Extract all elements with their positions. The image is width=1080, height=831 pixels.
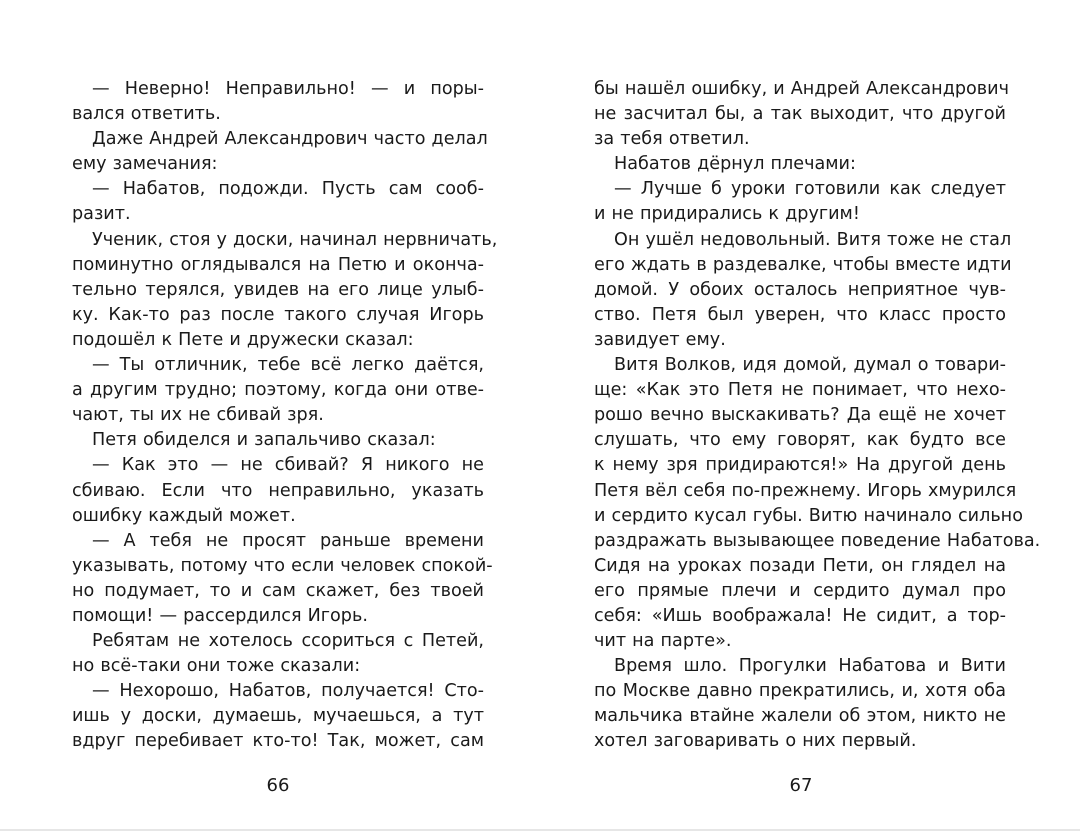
right-page-text <box>594 77 1041 755</box>
text-line: домой. У обоих осталось неприятное чув- <box>594 279 1006 300</box>
text-line: Витя Волков, идя домой, думал о товари- <box>614 355 1006 376</box>
text-line: ишь у доски, думаешь, мучаешься, а тут <box>72 706 484 727</box>
text-line: но всё-таки они тоже сказали: <box>72 656 361 677</box>
text-line: мальчика втайне жалели об этом, никто не <box>594 706 1006 727</box>
text-line: Он ушёл недовольный. Витя тоже не стал <box>614 229 1012 250</box>
text-line: раздражать вызывающее поведение Набатова. <box>594 530 1041 551</box>
text-line: Ребятам не хотелось ссориться с Петей, <box>92 631 484 652</box>
text-line: чают, ты их не сбивай зря. <box>72 405 324 426</box>
text-line: Петя обиделся и запальчиво сказал: <box>92 430 436 451</box>
text-line: подошёл к Пете и дружески сказал: <box>72 329 414 350</box>
text-line: разит. <box>72 204 131 225</box>
text-line: ошибку каждый может. <box>72 505 296 526</box>
text-line: себя: «Ишь воображала! Не сидит, а тор- <box>594 605 1006 626</box>
text-line: и не придирались к другим! <box>594 204 860 225</box>
left-page-text <box>72 77 498 755</box>
text-line: ство. Петя был уверен, что класс просто <box>594 304 1006 325</box>
text-line: не засчитал бы, а так выходит, что другой <box>594 104 1006 125</box>
page-number-right: 67 <box>789 775 813 796</box>
text-line: — Ты отличник, тебе всё легко даётся, <box>92 355 484 376</box>
right-page <box>594 77 1041 777</box>
text-line: Сидя на уроках позади Пети, он глядел на <box>594 555 1006 576</box>
text-line: — Как это — не сбивай? Я никого не <box>92 455 484 476</box>
text-line: Время шло. Прогулки Набатова и Вити <box>614 656 1006 677</box>
text-line: слушать, что ему говорят, как будто все <box>594 430 1006 451</box>
text-line: бы нашёл ошибку, и Андрей Александрович <box>594 79 1009 99</box>
text-line: — Нехорошо, Набатов, получается! Сто- <box>92 681 484 702</box>
text-line: указывать, потому что если человек спокой- <box>72 555 493 576</box>
text-line: а другим трудно; поэтому, когда они отве- <box>72 380 484 401</box>
text-line: ще: «Как это Петя не понимает, что нехо- <box>594 380 1006 401</box>
text-line: тельно терялся, увидев на его лице улыб- <box>72 279 484 300</box>
text-line: его ждать в раздевалке, чтобы вместе идти <box>594 254 1012 275</box>
text-line: за тебя ответил. <box>594 129 750 150</box>
text-line: помощи! — рассердился Игорь. <box>72 605 368 626</box>
text-line: Петя вёл себя по-прежнему. Игорь хмурился <box>594 480 1017 501</box>
text-line: поминутно оглядывался на Петю и оконча- <box>72 254 484 275</box>
text-line: ему замечания: <box>72 154 218 175</box>
text-line: чит на парте». <box>594 631 732 652</box>
page-number-left: 66 <box>266 775 290 796</box>
text-line: сбиваю. Если что неправильно, указать <box>72 480 484 501</box>
text-line: и сердито кусал губы. Витю начинало сильно <box>594 505 1023 526</box>
text-line: к нему зря придираются!» На другой день <box>594 455 1006 476</box>
text-line: Ученик, стоя у доски, начинал нервничать, <box>92 229 498 250</box>
text-line: Набатов дёрнул плечами: <box>614 154 856 175</box>
text-line: — Лучше б уроки готовили как следует <box>614 179 1006 200</box>
text-line: его прямые плечи и сердито думал про <box>594 580 1006 601</box>
text-line: ку. Как-то раз после такого случая Игорь <box>72 304 484 325</box>
text-line: — Неверно! Неправильно! — и поры- <box>92 79 484 99</box>
text-line: вдруг перебивает кто-то! Так, может, сам <box>72 731 484 752</box>
text-line: рошо вечно выскакивать? Да ещё не хочет <box>594 405 1006 426</box>
text-line: вался ответить. <box>72 104 221 125</box>
text-line: но подумает, то и сам скажет, без твоей <box>72 580 484 601</box>
text-line: хотел заговаривать о них первый. <box>594 731 917 752</box>
text-line: Даже Андрей Александрович часто делал <box>92 129 488 150</box>
text-line: — Набатов, подожди. Пусть сам сооб- <box>92 179 484 200</box>
text-line: по Москве давно прекратились, и, хотя оба <box>594 681 1006 702</box>
text-line: — А тебя не просят раньше времени <box>92 530 484 551</box>
text-line: завидует ему. <box>594 329 726 350</box>
left-page <box>72 77 498 777</box>
